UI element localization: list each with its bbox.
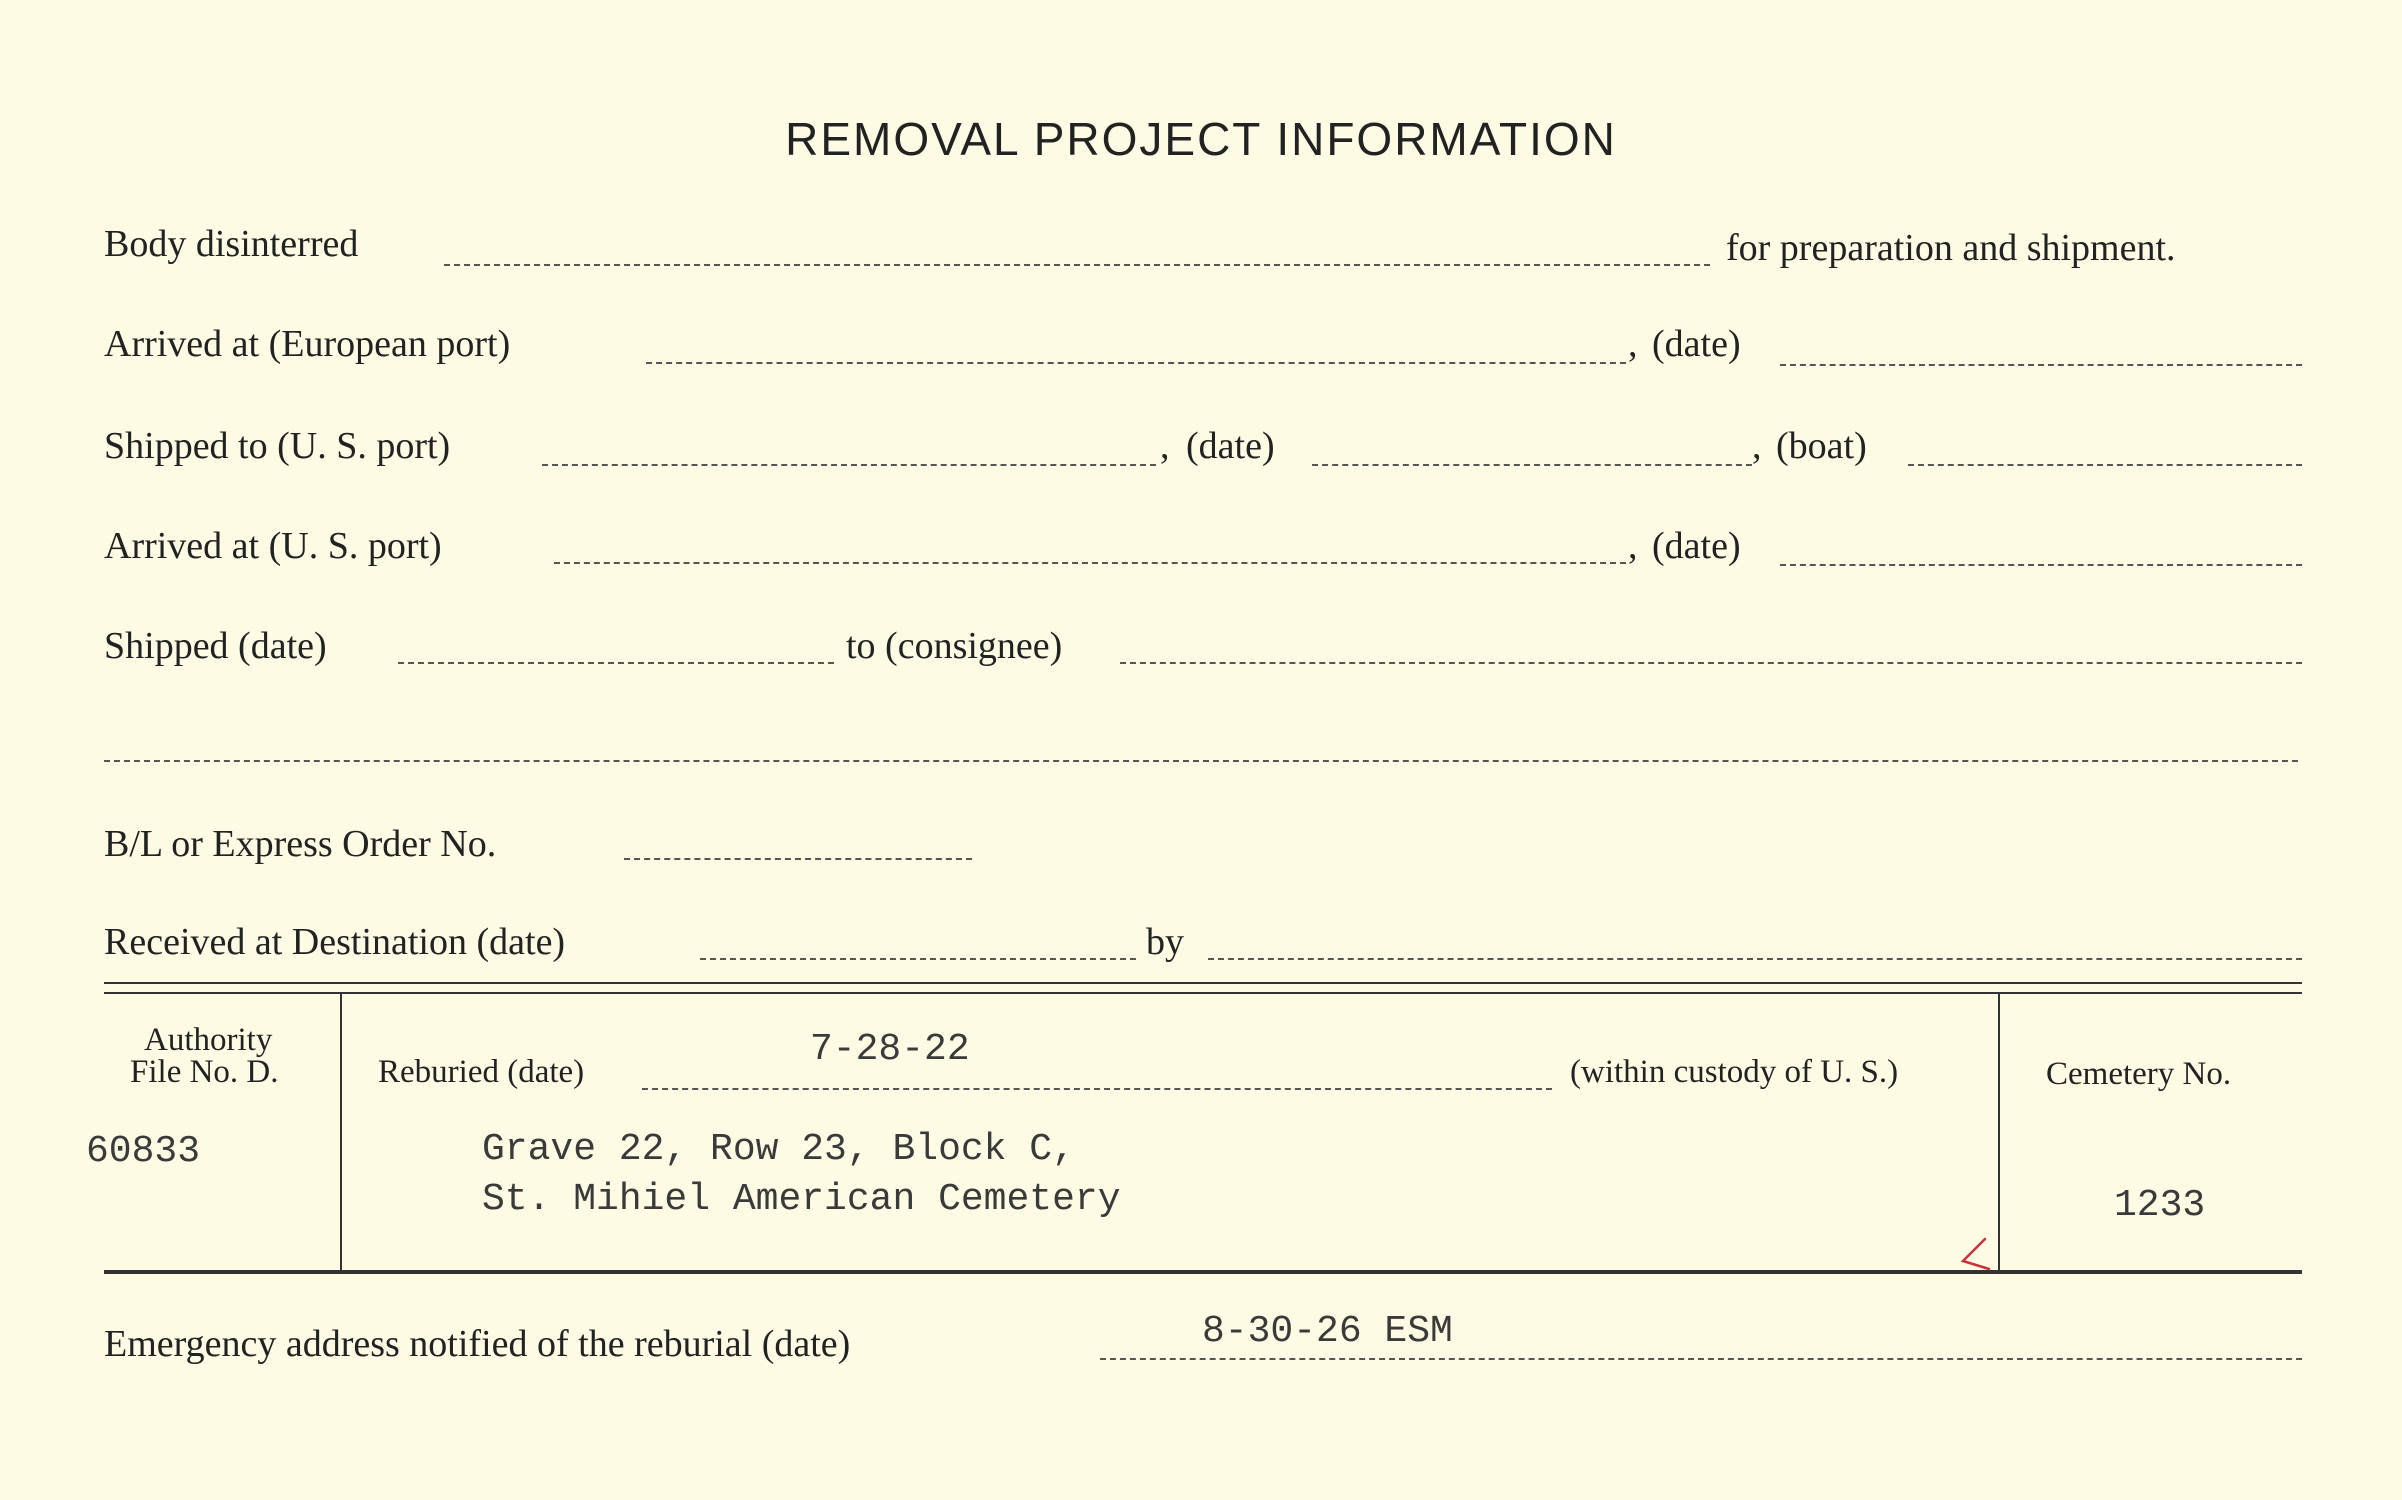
shipped-date-label: Shipped (date): [104, 625, 327, 667]
grave-location-line-1: Grave 22, Row 23, Block C,: [482, 1128, 1075, 1171]
boat-label: (boat): [1776, 425, 1867, 467]
received-destination-label: Received at Destination (date): [104, 921, 566, 963]
table-top-rule: [104, 982, 2302, 984]
emergency-notified-value: 8-30-26 ESM: [1202, 1310, 1453, 1353]
shipped-us-port-label: Shipped to (U. S. port): [104, 425, 451, 467]
cemetery-number-value: 1233: [2114, 1184, 2206, 1227]
table-divider-left: [340, 994, 342, 1270]
comma: ,: [1160, 425, 1170, 467]
shipped-date-field[interactable]: [398, 662, 834, 664]
grave-location-line-2: St. Mihiel American Cemetery: [482, 1178, 1121, 1221]
comma: ,: [1752, 425, 1762, 467]
emergency-notified-field[interactable]: [1100, 1358, 2302, 1360]
comma: ,: [1628, 525, 1638, 567]
body-disinterred-suffix: for preparation and shipment.: [1726, 227, 2176, 269]
bl-express-label: B/L or Express Order No.: [104, 823, 497, 865]
shipped-us-date-label: (date): [1186, 425, 1275, 467]
authority-file-number: 60833: [86, 1130, 201, 1173]
arrived-european-port-label: Arrived at (European port): [104, 323, 511, 365]
red-check-mark-icon: [1955, 1233, 1995, 1273]
table-divider-right: [1998, 994, 2000, 1270]
table-top-rule-2: [104, 992, 2302, 994]
arrived-us-port-label: Arrived at (U. S. port): [104, 525, 442, 567]
reburied-date-field[interactable]: [642, 1088, 1552, 1090]
consignee-field[interactable]: [1120, 662, 2302, 664]
arrived-us-date-label: (date): [1652, 525, 1741, 567]
bl-express-field[interactable]: [624, 858, 972, 860]
authority-label-line-2: File No. D.: [130, 1054, 279, 1090]
emergency-notified-label: Emergency address notified of the reburial (date): [104, 1323, 851, 1365]
custody-label: (within custody of U. S.): [1570, 1054, 1899, 1090]
body-disinterred-field[interactable]: [444, 264, 1710, 266]
arrived-european-date-label: (date): [1652, 323, 1741, 365]
arrived-european-date-field[interactable]: [1780, 364, 2302, 366]
body-disinterred-label: Body disinterred: [104, 223, 359, 265]
received-by-field[interactable]: [1208, 958, 2302, 960]
reburied-date-label: Reburied (date): [378, 1054, 585, 1090]
card-title: REMOVAL PROJECT INFORMATION: [785, 113, 1617, 165]
to-consignee-label: to (consignee): [846, 625, 1063, 667]
authority-label-line-1: Authority: [144, 1022, 273, 1058]
shipped-us-date-field[interactable]: [1312, 464, 1752, 466]
arrived-us-port-field[interactable]: [554, 562, 1626, 564]
boat-field[interactable]: [1908, 464, 2302, 466]
arrived-european-port-field[interactable]: [646, 362, 1626, 364]
comma: ,: [1628, 323, 1638, 365]
shipped-us-port-field[interactable]: [542, 464, 1156, 466]
cemetery-number-label: Cemetery No.: [2046, 1056, 2232, 1092]
reburied-date-value: 7-28-22: [810, 1028, 970, 1071]
received-destination-field[interactable]: [700, 958, 1136, 960]
arrived-us-date-field[interactable]: [1780, 564, 2302, 566]
by-label: by: [1146, 921, 1184, 963]
consignee-continuation-field[interactable]: [104, 760, 2298, 762]
